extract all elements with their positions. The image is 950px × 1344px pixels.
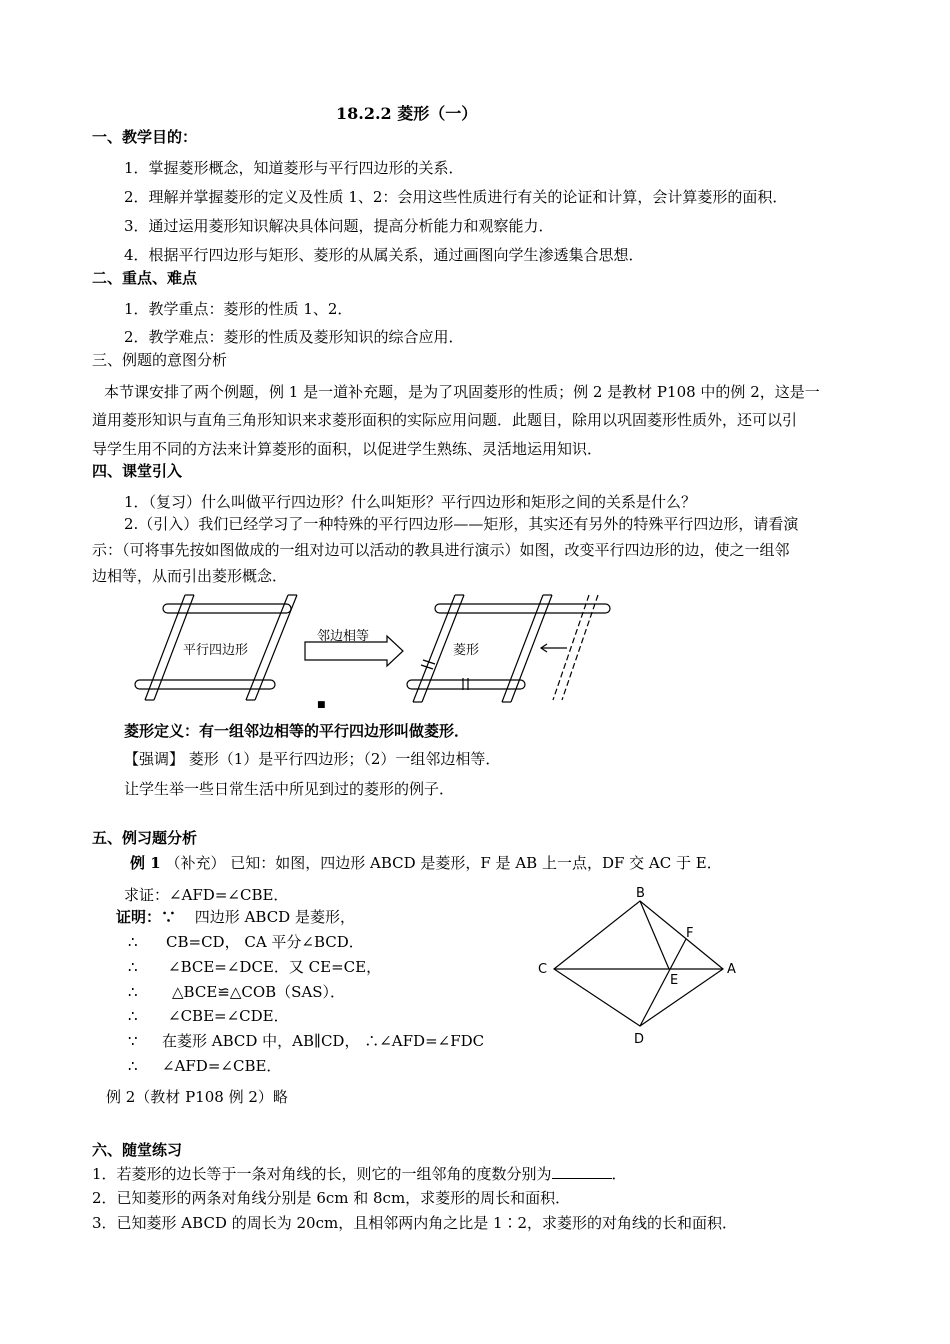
- rhombus-abcd-diagram: [530, 885, 750, 1050]
- label-a: A: [727, 962, 736, 977]
- segment-df: [640, 939, 686, 1026]
- proof-symbol: ∴: [128, 958, 138, 976]
- practice-question-1: [92, 1164, 627, 1184]
- paragraph-line: 边相等，从而引出菱形概念．: [92, 567, 288, 585]
- proof-line: [128, 1056, 282, 1076]
- label-e: E: [670, 973, 679, 988]
- paragraph-line: 示：（可将事先按如图做成的一组对边可以活动的教具进行演示）如图，改变平行四边形的边，使之一组邻: [92, 541, 790, 559]
- proof-line: [128, 1031, 485, 1051]
- proof-symbol: ∴: [128, 1057, 138, 1075]
- proof-text: CB=CD， CA 平分∠BCD．: [166, 933, 364, 951]
- section-3-heading: 三、例题的意图分析: [92, 351, 228, 369]
- paragraph-line: 1．（复习）什么叫做平行四边形？什么叫矩形？平行四边形和矩形之间的关系是什么？: [124, 493, 697, 511]
- proof-text: △BCE≌△COB（SAS）．: [172, 983, 346, 1001]
- proof-text: ∠CBE=∠CDE．: [168, 1007, 289, 1025]
- proof-symbol: ∴: [128, 1007, 138, 1025]
- rhombus-outline: [554, 901, 723, 1026]
- question-text: 1．若菱形的边长等于一条对角线的长，则它的一组邻角的度数分别为: [92, 1165, 552, 1183]
- label-d: D: [634, 1032, 645, 1047]
- proof-line: [128, 957, 382, 977]
- example-1-label: 例 1: [130, 854, 161, 872]
- section-1-item: 3．通过运用菱形知识解决具体问题，提高分析能力和观察能力．: [124, 217, 554, 235]
- paragraph-line: 本节课安排了两个例题，例 1 是一道补充题，是为了巩固菱形的性质；例 2 是教材 P108 中的例 2，这是一: [104, 383, 820, 401]
- label-b: B: [636, 886, 645, 901]
- example-2-line: 例 2（教材 P108 例 2）略: [106, 1088, 288, 1106]
- section-6-heading: 六、随堂练习: [92, 1141, 183, 1159]
- label-adjacent-equal: 邻边相等: [317, 629, 370, 644]
- stick-right-slanted: [246, 595, 297, 700]
- proof-text: 在菱形 ABCD 中，AB∥CD， ∴∠AFD=∠FDC: [162, 1032, 485, 1050]
- question-text-end: ．: [611, 1165, 627, 1183]
- proof-line: [128, 982, 346, 1002]
- answer-blank[interactable]: [552, 1164, 612, 1179]
- proof-text: 四边形 ABCD 是菱形，: [194, 908, 355, 926]
- paragraph-line: 道用菱形知识与直角三角形知识来求菱形面积的实际应用问题．此题目，除用以巩固菱形性质外，还可以引: [92, 411, 798, 429]
- proof-first-line: [116, 907, 355, 927]
- section-1-item: 1．掌握菱形概念，知道菱形与平行四边形的关系．: [124, 159, 464, 177]
- proof-label: 证明：∵: [116, 908, 177, 926]
- practice-question-3: 3．已知菱形 ABCD 的周长为 20cm，且相邻两内角之比是 1∶2，求菱形的对角线的长和面积．: [92, 1214, 738, 1232]
- stick-top: [163, 604, 291, 613]
- segment-be: [640, 901, 669, 969]
- section-2-item: 1．教学重点：菱形的性质 1、2．: [124, 300, 353, 318]
- paragraph-line: 让学生举一些日常生活中所见到过的菱形的例子．: [124, 780, 455, 798]
- section-1-item: 2．理解并掌握菱形的定义及性质 1、2：会用这些性质进行有关的论证和计算，会计算菱形的面积．: [124, 188, 788, 206]
- page-title: 18.2.2 菱形（一）: [336, 104, 478, 123]
- label-parallelogram: 平行四边形: [183, 643, 249, 658]
- label-rhombus: 菱形: [453, 643, 480, 658]
- section-1-heading: 一、教学目的：: [92, 128, 198, 146]
- paragraph-line: 导学生用不同的方法来计算菱形的面积，以促进学生熟练、灵活地运用知识．: [92, 440, 603, 458]
- paragraph-line: 2.（引入）我们已经学习了一种特殊的平行四边形——矩形，其实还有另外的特殊平行四边形，请看演: [124, 515, 799, 533]
- proof-symbol: ∴: [128, 983, 138, 1001]
- example-1-line: [130, 853, 722, 873]
- stray-mark: ■: [317, 700, 326, 708]
- label-c: C: [538, 962, 548, 977]
- proof-line: [128, 932, 364, 952]
- emphasis-line: 【强调】 菱形（1）是平行四边形；（2）一组邻边相等．: [124, 750, 501, 768]
- proof-text: ∠AFD=∠CBE．: [162, 1057, 282, 1075]
- parallelogram-to-rhombus-figure: [125, 590, 620, 708]
- section-4-heading: 四、课堂引入: [92, 462, 183, 480]
- rhombus-definition: 菱形定义：有一组邻边相等的平行四边形叫做菱形．: [124, 722, 470, 740]
- proof-line: [128, 1006, 289, 1026]
- proof-symbol: ∴: [128, 933, 138, 951]
- section-2-heading: 二、重点、难点: [92, 269, 198, 287]
- practice-question-2: 2．已知菱形的两条对角线分别是 6cm 和 8cm，求菱形的周长和面积．: [92, 1189, 571, 1207]
- label-f: F: [686, 926, 694, 941]
- proof-text: ∠BCE=∠DCE．又 CE=CE，: [168, 958, 382, 976]
- proof-symbol: ∵: [128, 1032, 138, 1050]
- section-5-heading: 五、例习题分析: [92, 829, 198, 847]
- example-1-text: （补充） 已知：如图，四边形 ABCD 是菱形，F 是 AB 上一点，DF 交 AC 于 E．: [165, 854, 722, 872]
- section-2-item: 2．教学难点：菱形的性质及菱形知识的综合应用．: [124, 328, 464, 346]
- section-1-item: 4．根据平行四边形与矩形、菱形的从属关系，通过画图向学生渗透集合思想．: [124, 246, 644, 264]
- prove-statement: 求证：∠AFD=∠CBE．: [124, 886, 289, 904]
